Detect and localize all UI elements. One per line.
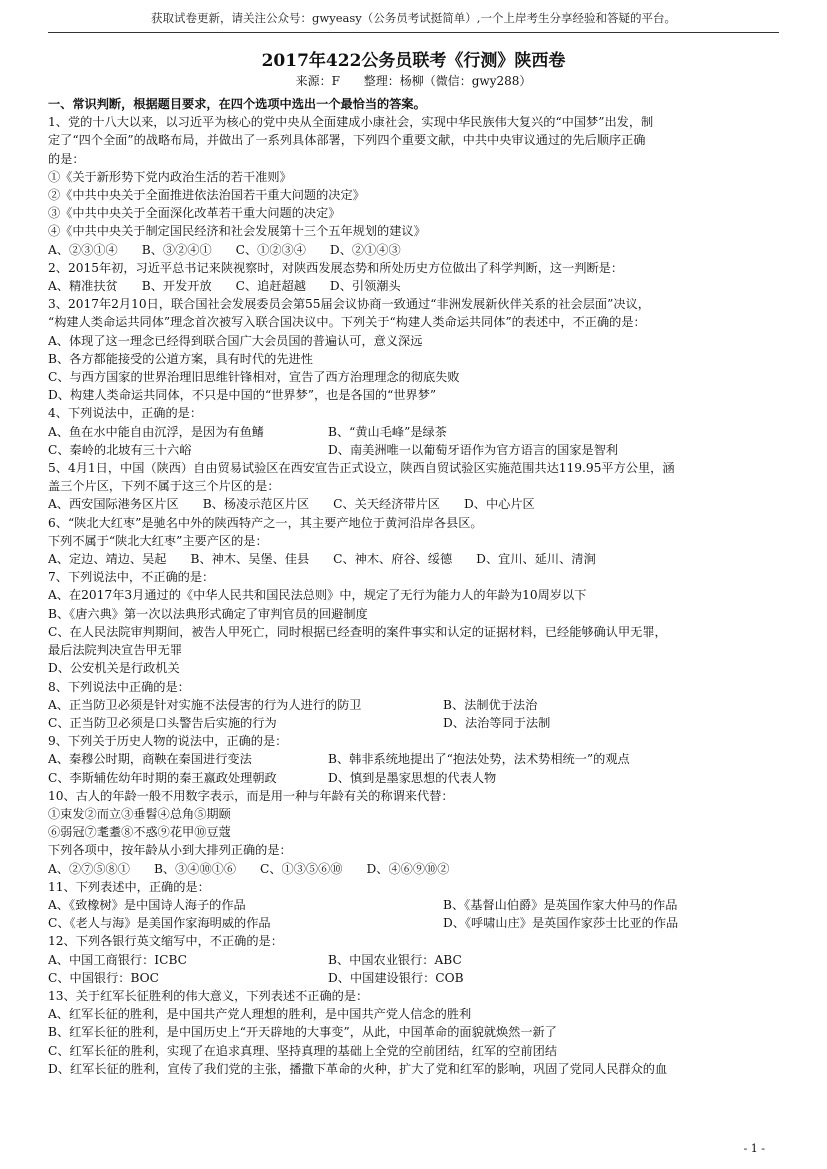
option-a: A、定边、靖边、吴起 xyxy=(48,552,167,567)
option-a: A、在2017年3月通过的《中华人民共和国民法总则》中，规定了无行为能力人的年龄为10周岁以下 xyxy=(48,588,587,603)
question-12-options-ab xyxy=(48,951,781,969)
question-8-stem: 8、下列说法中正确的是： xyxy=(48,679,190,694)
header-divider xyxy=(48,32,779,33)
option-c: C、追赶超越 xyxy=(235,279,306,294)
option-d: D、南美洲唯一以葡萄牙语作为官方语言的国家是智利 xyxy=(328,442,619,457)
option-d: D、④⑥⑨⑩② xyxy=(366,861,450,876)
option-b: B、各方都能接受的公道方案，具有时代的先进性 xyxy=(48,351,313,366)
question-3-stem: “构建人类命运共同体”理念首次被写入联合国决议中。下列关于“构建人类命运共同体”的表述中，不正确的是： xyxy=(48,315,646,330)
source-line xyxy=(0,72,827,89)
option-b: B、开发开放 xyxy=(141,279,212,294)
option-d: D、宜川、延川、清涧 xyxy=(476,552,596,567)
question-10-stem: 下列各项中，按年龄从小到大排列正确的是： xyxy=(48,843,292,858)
option-c: C、李斯辅佐幼年时期的秦王嬴政处理朝政 xyxy=(48,770,277,785)
question-1-item: ②《中共中央关于全面推进依法治国若干重大问题的决定》 xyxy=(48,188,365,203)
option-c: C、①③⑤⑥⑩ xyxy=(260,861,343,876)
option-c: C、①②③④ xyxy=(235,242,306,257)
option-a: A、正当防卫必须是针对实施不法侵害的行为人进行的防卫 xyxy=(48,697,362,712)
question-13-stem: 13、关于红军长征胜利的伟大意义，下列表述不正确的是： xyxy=(48,988,369,1003)
option-b: B、杨凌示范区片区 xyxy=(202,497,310,512)
question-9-stem: 9、下列关于历史人物的说法中，正确的是： xyxy=(48,734,288,749)
option-c: C、神木、府谷、绥德 xyxy=(333,552,453,567)
option-d: D、《呼啸山庄》是英国作家莎士比亚的作品 xyxy=(443,916,679,931)
option-b: B、红军长征的胜利，是中国历史上“开天辟地的大事变”，从此，中国革命的面貌就焕然一新了 xyxy=(48,1025,557,1040)
question-1-stem: 定了“四个全面”的战略布局，并做出了一系列具体部署，下列四个重要文献，中共中央审议通过的先后顺序正确 xyxy=(48,133,646,148)
option-b: B、“黄山毛峰”是绿茶 xyxy=(328,424,447,439)
exam-content xyxy=(48,95,781,1078)
question-10-options xyxy=(48,860,781,878)
option-c: C、红军长征的胜利，实现了在追求真理、坚持真理的基础上全党的空前团结，红军的空前团结 xyxy=(48,1043,558,1058)
question-1-stem: 1、党的十八大以来，以习近平为核心的党中央从全面建成小康社会，实现中华民族伟大复兴的“中国梦”出发，制 xyxy=(48,115,654,130)
question-6-options xyxy=(48,550,781,568)
option-b: B、《基督山伯爵》是英国作家大仲马的作品 xyxy=(443,897,678,912)
question-12-stem: 12、下列各银行英文缩写中，不正确的是： xyxy=(48,934,283,949)
option-d: D、构建人类命运共同体，不只是中国的“世界梦”，也是各国的“世界梦” xyxy=(48,388,437,403)
option-c: C、关天经济带片区 xyxy=(333,497,440,512)
option-a: A、②③①④ xyxy=(48,242,118,257)
question-8-options-ab xyxy=(48,696,781,714)
option-a: A、精准扶贫 xyxy=(48,279,118,294)
question-11-stem: 11、下列表述中，正确的是： xyxy=(48,879,210,894)
question-5-stem: 盖三个片区，下列不属于这三个片区的是： xyxy=(48,479,280,494)
option-a: A、红军长征的胜利，是中国共产党人理想的胜利，是中国共产党人信念的胜利 xyxy=(48,1007,472,1022)
source-editor: 整理：杨柳（微信：gwy288） xyxy=(363,74,532,88)
question-9-options-ab xyxy=(48,750,781,768)
option-d: D、中心片区 xyxy=(463,497,535,512)
question-8-options-cd xyxy=(48,714,781,732)
page-title: 2017年422公务员联考《行测》陕西卷 xyxy=(261,51,566,71)
option-a: A、《致橡树》是中国诗人海子的作品 xyxy=(48,897,246,912)
question-4-options-ab xyxy=(48,423,781,441)
question-9-options-cd xyxy=(48,769,781,787)
option-c: C、中国银行：BOC xyxy=(48,970,159,985)
option-a: A、②⑦⑤⑧① xyxy=(48,861,130,876)
question-5-options xyxy=(48,495,781,513)
option-b: B、法制优于法治 xyxy=(443,697,538,712)
option-d: D、②①④③ xyxy=(329,242,401,257)
option-c: C、秦岭的北坡有三十六峪 xyxy=(48,442,192,457)
option-b: B、③④⑩①⑥ xyxy=(153,861,237,876)
question-10-list: ①束发②而立③垂髫④总角⑤期颐 xyxy=(48,806,231,821)
option-b: B、中国农业银行：ABC xyxy=(328,952,462,967)
question-2-options xyxy=(48,277,781,295)
option-b: B、神木、吴堡、佳县 xyxy=(190,552,310,567)
option-a: A、鱼在水中能自由沉浮，是因为有鱼鳍 xyxy=(48,424,264,439)
header-note: 获取试卷更新，请关注公众号：gwyeasy（公务员考试挺简单）,一个上岸考生分享经验和答疑的平台。 xyxy=(151,11,676,25)
question-4-options-cd xyxy=(48,441,781,459)
question-7-stem: 7、下列说法中，不正确的是： xyxy=(48,570,215,585)
option-a: A、秦穆公时期，商鞅在秦国进行变法 xyxy=(48,752,252,767)
question-2-stem: 2、2015年初，习近平总书记来陕视察时，对陕西发展态势和所处历史方位做出了科学判断，这一判断是： xyxy=(48,260,624,275)
source-from: 来源：F xyxy=(295,74,340,88)
option-c: C、《老人与海》是美国作家海明威的作品 xyxy=(48,916,271,931)
page-number: - 1 - xyxy=(743,1142,765,1155)
question-4-stem: 4、下列说法中，正确的是： xyxy=(48,406,203,421)
question-1-item: ④《中共中央关于制定国民经济和社会发展第十三个五年规划的建议》 xyxy=(48,224,426,239)
option-d: D、红军长征的胜利，宣传了我们党的主张，播撒下革命的火种，扩大了党和红军的影响，巩固了党同人民群众的血 xyxy=(48,1061,668,1076)
question-6-stem: 6、“陕北大红枣”是驰名中外的陕西特产之一，其主要产地位于黄河沿岸各县区。 xyxy=(48,515,483,530)
question-1-stem: 的是： xyxy=(48,151,85,166)
question-1-item: ③《中共中央关于全面深化改革若干重大问题的决定》 xyxy=(48,206,341,221)
question-11-options-cd xyxy=(48,914,781,932)
option-b: B、《唐六典》第一次以法典形式确定了审判官员的回避制度 xyxy=(48,606,368,621)
option-d: D、公安机关是行政机关 xyxy=(48,661,180,676)
option-a: A、体现了这一理念已经得到联合国广大会员国的普遍认可，意义深远 xyxy=(48,333,423,348)
question-6-stem: 下列不属于“陕北大红枣”主要产区的是： xyxy=(48,533,268,548)
question-10-stem: 10、古人的年龄一般不用数字表示，而是用一种与年龄有关的称谓来代替： xyxy=(48,788,454,803)
option-c: C、在人民法院审判期间，被告人甲死亡，同时根据已经查明的案件事实和认定的证据材料，已经能够确认甲无罪， xyxy=(48,624,667,639)
option-a: A、中国工商银行：ICBC xyxy=(48,952,187,967)
option-b: B、韩非系统地提出了“抱法处势，法术势相统一”的观点 xyxy=(328,752,630,767)
question-5-stem: 5、4月1日，中国（陕西）自由贸易试验区在西安宣告正式设立，陕西自贸试验区实施范围共达119.95平方公里，涵 xyxy=(48,461,675,476)
option-d: D、慎到是墨家思想的代表人物 xyxy=(328,770,497,785)
option-d: D、中国建设银行：COB xyxy=(328,970,464,985)
option-c: C、与西方国家的世界治理旧思维针锋相对，宣告了西方治理理念的彻底失败 xyxy=(48,370,460,385)
question-1-options xyxy=(48,241,781,259)
question-12-options-cd xyxy=(48,969,781,987)
option-a: A、西安国际港务区片区 xyxy=(48,497,179,512)
question-11-options-ab xyxy=(48,896,781,914)
option-b: B、③②④① xyxy=(141,242,212,257)
option-d: D、法治等同于法制 xyxy=(443,715,551,730)
question-10-list: ⑥弱冠⑦耄耋⑧不惑⑨花甲⑩豆蔻 xyxy=(48,825,231,840)
option-c-continued: 最后法院判决宣告甲无罪 xyxy=(48,643,183,658)
question-3-stem: 3、2017年2月10日，联合国社会发展委员会第55届会议协商一致通过“非洲发展新伙伴关系的社会层面”决议， xyxy=(48,297,650,312)
section-heading: 一、常识判断，根据题目要求，在四个选项中选出一个最恰当的答案。 xyxy=(48,97,426,111)
question-1-item: ①《关于新形势下党内政治生活的若干准则》 xyxy=(48,169,292,184)
option-c: C、正当防卫必须是口头警告后实施的行为 xyxy=(48,715,277,730)
option-d: D、引领潮头 xyxy=(329,279,401,294)
